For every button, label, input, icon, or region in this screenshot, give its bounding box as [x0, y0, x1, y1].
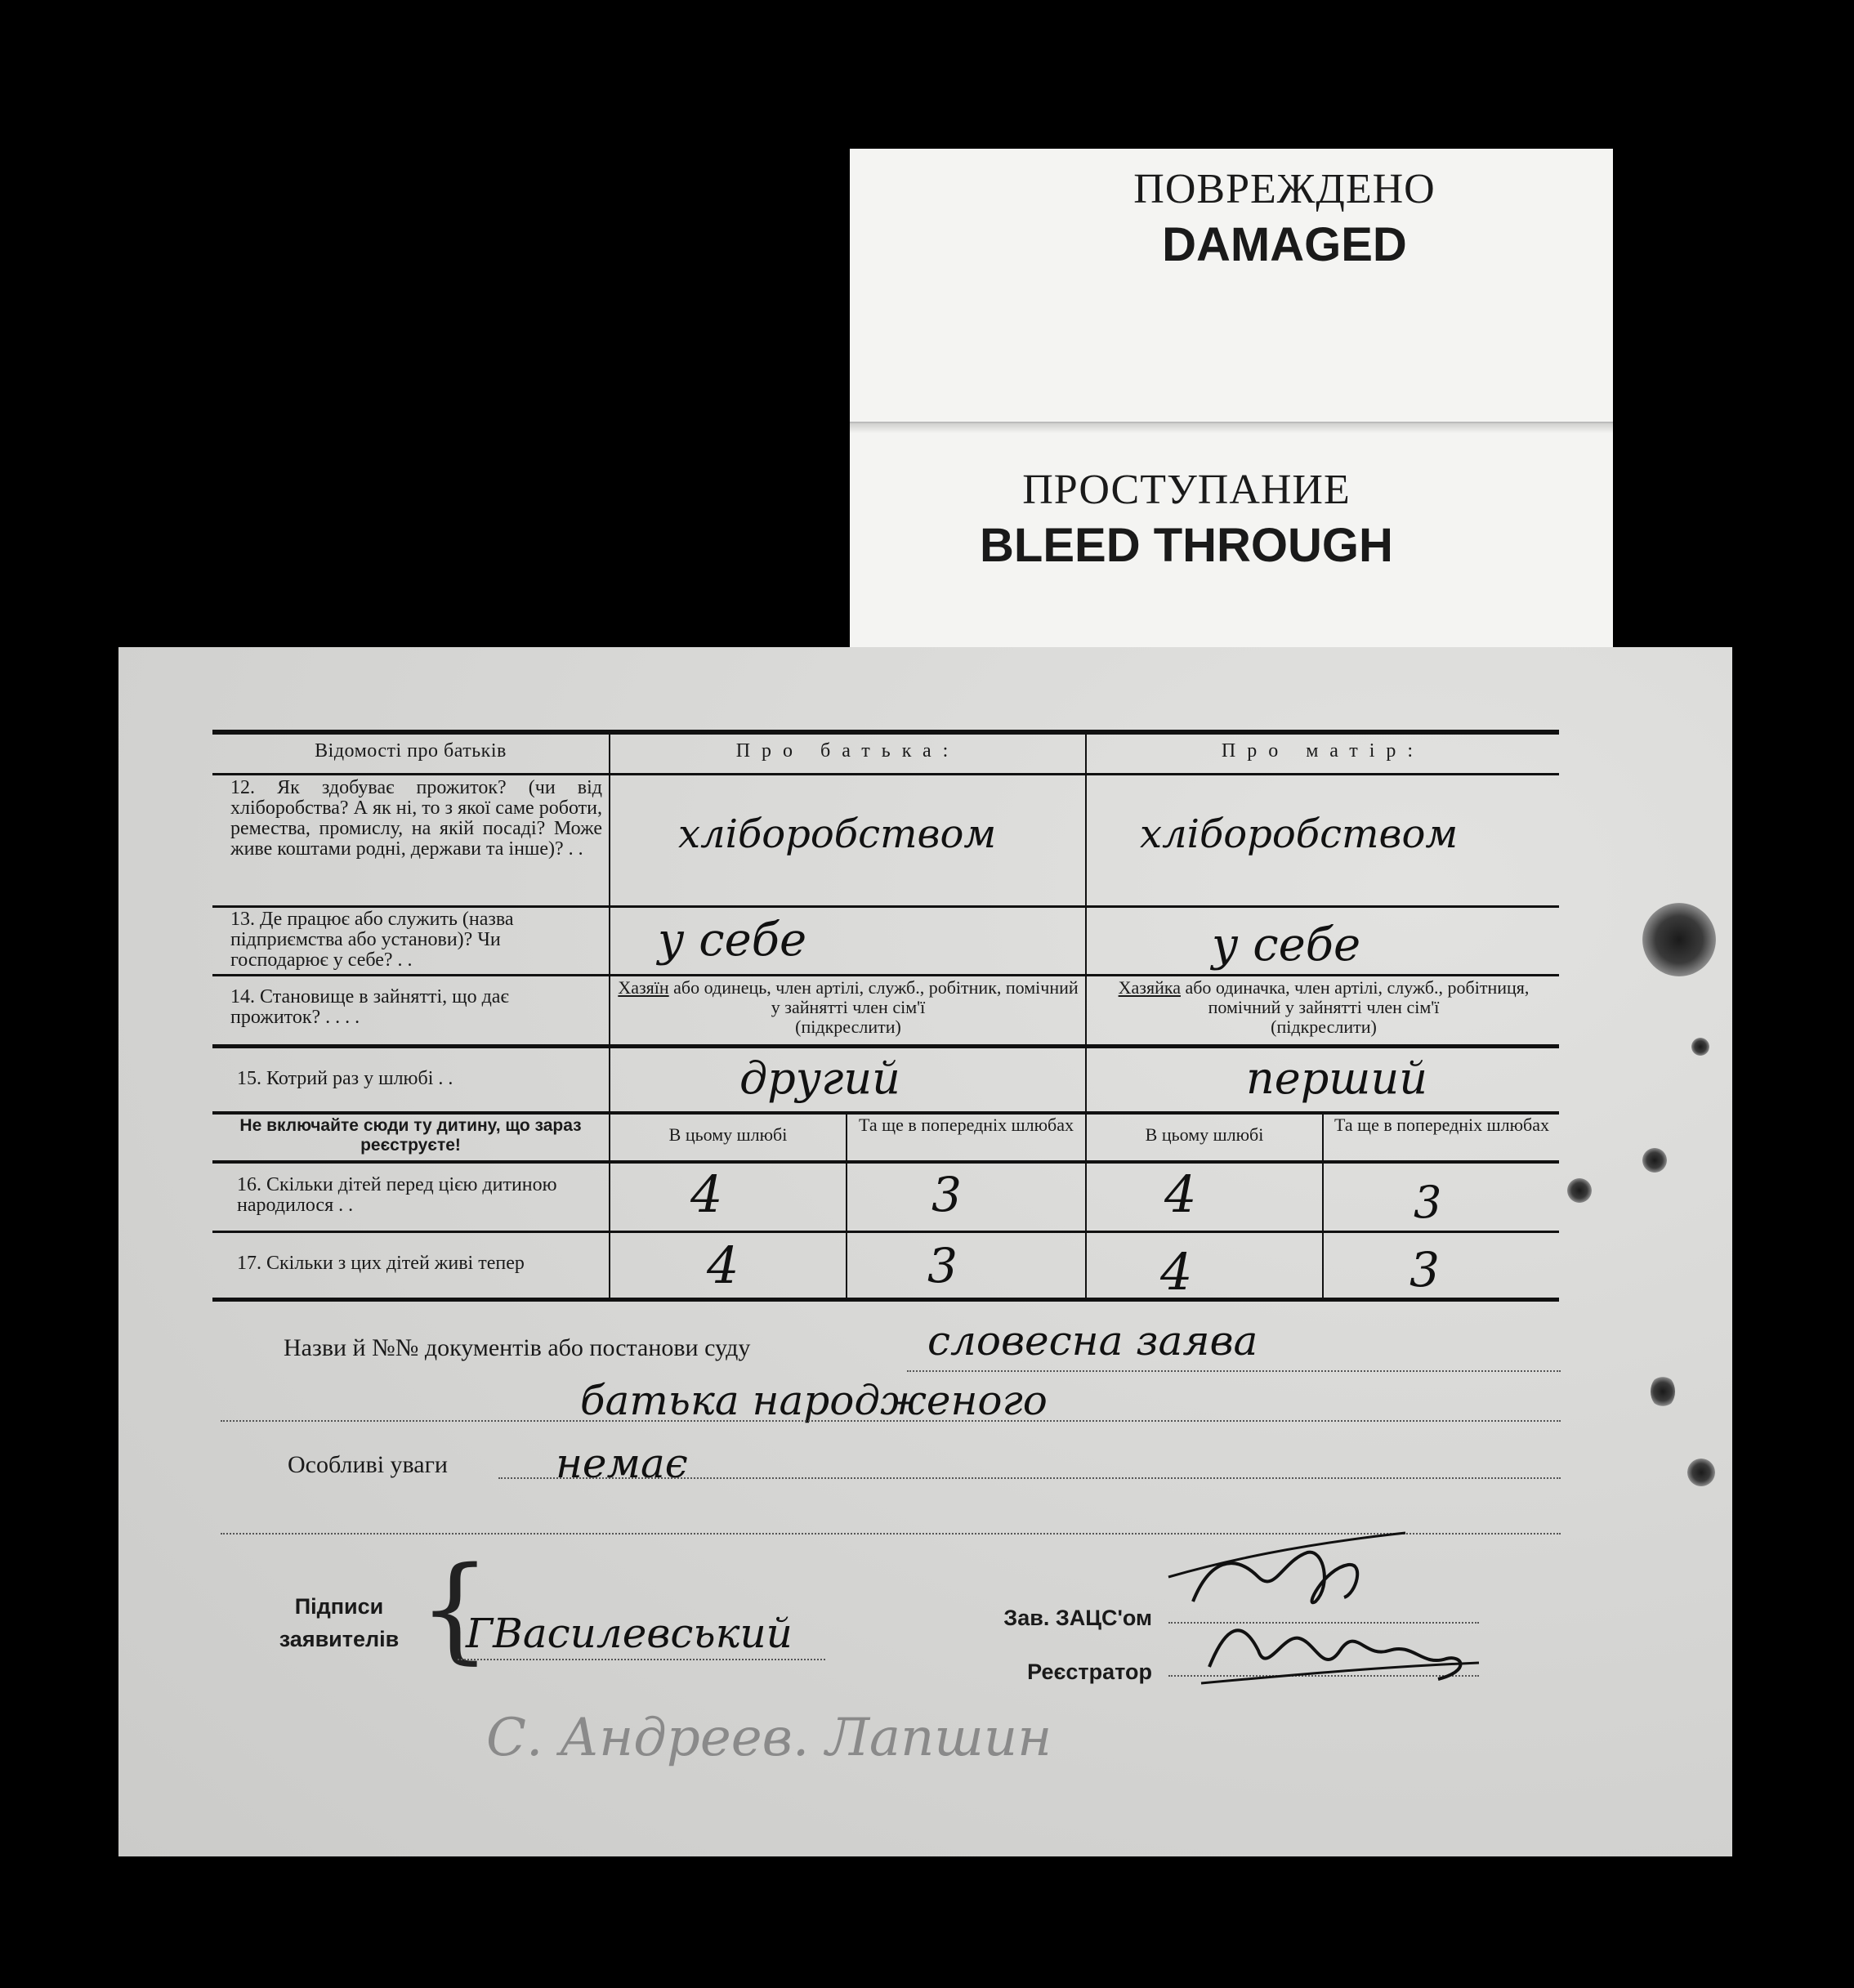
applicants-signatures-label: Підписи заявителів — [279, 1594, 400, 1651]
mother-marriage-count: перший — [1246, 1052, 1428, 1104]
damage-mark — [1651, 1375, 1675, 1408]
table-top-rule — [212, 730, 1559, 735]
father-status-selected: Хазяїн — [618, 977, 669, 998]
mother-workplace: у себе — [1212, 918, 1361, 972]
q17-mother-previous: 3 — [1409, 1242, 1440, 1298]
row-rule — [212, 974, 1559, 976]
q16-father-this: 4 — [690, 1164, 723, 1224]
father-status-rest: або одинець, член артілі, служб., робітник, помічний у зайнятті член сім'ї — [668, 977, 1079, 1017]
father-workplace: у себе — [658, 914, 807, 967]
question-17: 17. Скільки з цих дітей живі тепер — [237, 1253, 525, 1274]
applicant-signature-line — [458, 1659, 825, 1660]
mother-status-selected: Хазяйка — [1118, 977, 1181, 998]
mother-header: Про матір: — [1221, 740, 1425, 762]
remarks-dotted-line — [498, 1477, 1561, 1479]
father-previous-marriages-header: Та ще в попередніх шлюбах — [859, 1115, 1074, 1135]
registrar-signature — [1193, 1602, 1487, 1716]
documents-dotted-line-2 — [221, 1420, 1561, 1422]
header-rule — [212, 773, 1559, 775]
mother-status-options — [1091, 978, 1557, 1037]
mother-occupation: хліборобством — [1140, 811, 1459, 857]
bleed-through-label-ru: ПРОСТУПАНИЕ — [1022, 467, 1351, 513]
documents-value-line1: словесна заява — [927, 1317, 1258, 1365]
brace-icon: { — [418, 1543, 492, 1676]
documents-value-line2: батька народженого — [580, 1377, 1048, 1424]
col-divider — [609, 735, 610, 1299]
father-header: Про батька: — [735, 740, 960, 762]
q17-mother-this: 4 — [1160, 1242, 1193, 1302]
question-13: 13. Де працює або служить (назва підприємства або установи)? Чи господарює у себе? . . — [230, 909, 514, 971]
col-divider — [1322, 1115, 1324, 1299]
father-underline-note: (підкреслити) — [795, 1016, 901, 1037]
col-divider — [846, 1115, 847, 1299]
mother-underline-note: (підкреслити) — [1271, 1016, 1377, 1037]
row-rule — [212, 1231, 1559, 1233]
damage-mark — [1567, 1178, 1592, 1203]
punch-hole — [1642, 903, 1716, 976]
documents-label: Назви й №№ документів або постанови суду — [284, 1334, 751, 1361]
applicant-signature-1: ГВасилевський — [466, 1610, 793, 1657]
applicant-signature-2: С. Андреев. Лапшин — [486, 1708, 1052, 1768]
q16-mother-previous: 3 — [1414, 1177, 1442, 1228]
father-status-options — [614, 978, 1082, 1037]
registrar-label: Реєстратор — [1027, 1660, 1152, 1684]
row-rule — [212, 1160, 1559, 1164]
damage-mark — [1691, 1038, 1709, 1056]
mother-previous-marriages-header: Та ще в попередніх шлюбах — [1334, 1115, 1549, 1135]
father-occupation: хліборобством — [678, 811, 997, 857]
parents-info-header: Відомості про батьків — [315, 740, 507, 762]
question-15: 15. Котрий раз у шлюбі . . — [237, 1068, 453, 1089]
mother-status-rest: або одиначка, член артілі, служб., робітниця, помічний у зайнятті член сім'ї — [1180, 977, 1530, 1017]
zags-head-label: Зав. ЗАЦС'ом — [1003, 1606, 1152, 1630]
q16-father-previous: 3 — [931, 1167, 962, 1222]
damage-notice-slip — [850, 149, 1613, 655]
documents-dotted-line — [907, 1370, 1561, 1372]
mother-this-marriage-header: В цьому шлюбі — [1145, 1124, 1264, 1145]
father-this-marriage-header: В цьому шлюбі — [668, 1124, 788, 1145]
question-14: 14. Становище в зайнятті, що дає прожиток? . . . . — [230, 986, 509, 1028]
damaged-label-ru: ПОВРЕЖДЕНО — [1133, 166, 1436, 212]
question-12: 12. Як здобуває прожиток? (чи від хліборобства? А як ні, то з якої саме роботи, ремества, промислу, на якій посаді? Може живе коштами родні, держави та інше)? . . — [230, 777, 602, 860]
table-bottom-rule — [212, 1298, 1559, 1302]
q16-mother-this: 4 — [1164, 1164, 1197, 1224]
father-marriage-count: другий — [739, 1052, 900, 1104]
col-divider — [1085, 735, 1087, 1299]
row-rule — [212, 905, 1559, 908]
bleed-through-label-en: BLEED THROUGH — [980, 519, 1393, 572]
slip-fold — [850, 422, 1613, 433]
children-note: Не включайте сюди ту дитину, що зараз реєструєте! — [239, 1116, 582, 1155]
row-rule — [212, 1044, 1559, 1048]
damage-mark — [1642, 1148, 1667, 1173]
q17-father-previous: 3 — [927, 1238, 958, 1293]
remarks-value: немає — [556, 1440, 688, 1487]
q17-father-this: 4 — [707, 1235, 739, 1295]
damage-mark — [1687, 1459, 1715, 1486]
question-16: 16. Скільки дітей перед цією дитиною народилося . . — [237, 1174, 557, 1216]
remarks-label: Особливі уваги — [288, 1451, 448, 1478]
damaged-label-en: DAMAGED — [1162, 218, 1407, 271]
